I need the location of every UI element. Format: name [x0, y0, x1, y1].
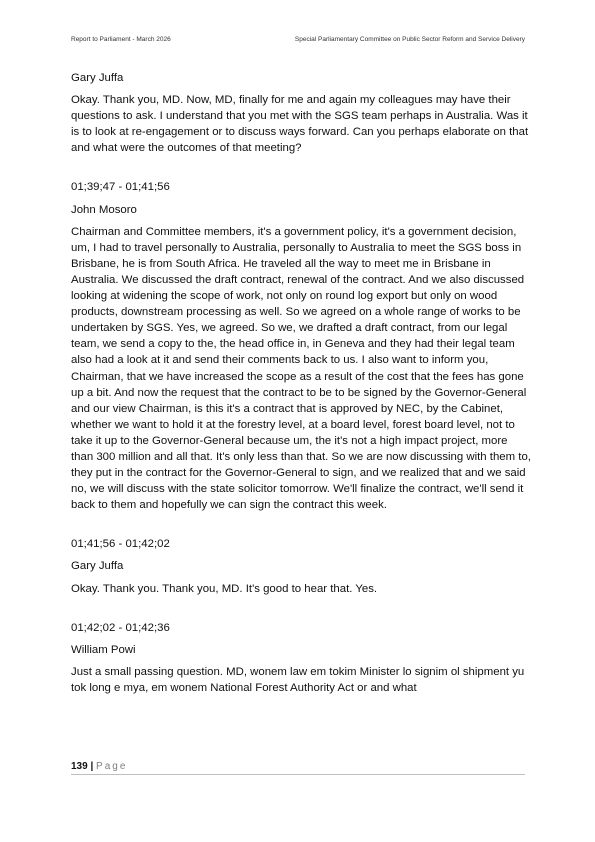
header-report-title: Report to Parliament - March 2026 — [71, 36, 171, 43]
page-label: Page — [96, 761, 128, 772]
timestamp: 01;39;47 - 01;41;56 — [71, 181, 170, 194]
speaker-name: John Mosoro — [71, 203, 137, 216]
page-number: 139 — [71, 761, 88, 772]
speaker-name: William Powi — [71, 643, 136, 656]
header-committee-name: Special Parliamentary Committee on Public Sector Reform and Service Delivery — [294, 36, 525, 43]
speech-text: Okay. Thank you. Thank you, MD. It's good to hear that. Yes. — [71, 582, 378, 595]
footer-separator: | — [87, 761, 97, 772]
page-footer — [71, 761, 525, 775]
timestamp: 01;41;56 - 01;42;02 — [71, 538, 170, 551]
speech-text: Just a small passing question. MD, wonem law em tokim Minister lo signim ol shipment yu tok long e mya, em wonem National Forest Authority Act or and what — [71, 665, 525, 694]
speech-text: Chairman and Committee members, it's a government policy, it's a government decision, um, I had to travel personally to Australia, personally to Australia to meet the SGS boss in Brisbane, he is from South Africa. He traveled all the way to meet me in Brisbane in Australia. We discussed the draft contract, renewal of the contract. And we also discussed looking at widening the scope of work, not only on round log export but only on wood products, downstream processing as well. So we agreed on a whole range of works to be undertaken by SGS. Yes, we agreed. So we, we drafted a draft contract, from our legal team, we send a copy to the, the head office in, in Geneva and they had their legal team also had a look at it and send their comments back to us. I also want to inform you, Chairman, that we have increased the scope as a result of the cost that the fees has gone up a bit. And now the request that the contract to be to be signed by the Governor-General and our view Chairman, is this it's a contract that is approved by NEC, by the Cabinet, whether we want to hold it at the forestry level, at a board level, forest board level, not to take it up to the Governor-General because um, the it's not a high impact project, more than 300 million and all that. It's only less than that. So we are now discussing with them to, they put in the contract for the Governor-General to sign, and we realized that and we said no, we will discuss with the state solicitor tomorrow. We'll finalize the contract, we'll send it back to them and hopefully we can sign the contract this week. — [71, 225, 531, 512]
speaker-name: Gary Juffa — [71, 560, 124, 573]
page-header — [71, 36, 525, 43]
speech-text: Okay. Thank you, MD. Now, MD, finally for me and again my colleagues may have their questions to ask. I understand that you met with the SGS team perhaps in Australia. Was it is to look at re-engagement or to discuss ways forward. Can you perhaps elaborate on that and what were the outcomes of that meeting? — [71, 94, 529, 155]
timestamp: 01;42;02 - 01;42;36 — [71, 621, 170, 634]
transcript-body — [71, 70, 531, 702]
speaker-name: Gary Juffa — [71, 72, 124, 84]
